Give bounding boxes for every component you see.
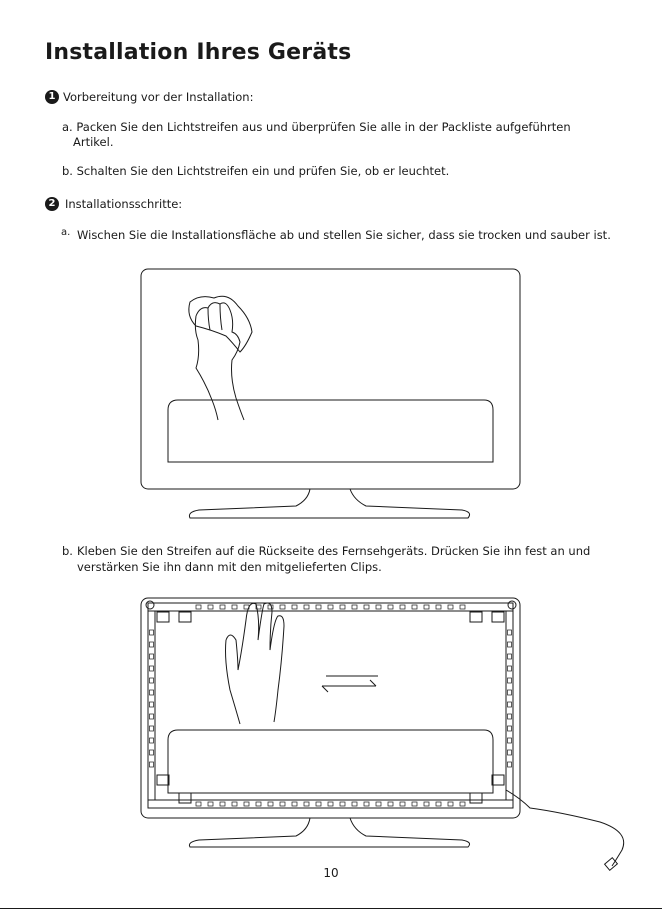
clip-icon: [492, 775, 504, 785]
item-a-line1: a. Packen Sie den Lichtstreifen aus und überprüfen Sie alle in der Packliste aufgeführten: [62, 120, 571, 134]
clip-icon: [470, 612, 482, 622]
led-segment: [412, 802, 417, 806]
led-segment: [436, 605, 441, 609]
led-segment: [292, 605, 297, 609]
led-segment: [328, 605, 333, 609]
led-segment: [508, 654, 512, 659]
item-b: b. Schalten Sie den Lichtstreifen ein und prüfen Sie, ob er leuchtet.: [62, 164, 450, 178]
led-segment: [508, 678, 512, 683]
led-segment: [208, 802, 213, 806]
step-1-marker: 1: [45, 90, 59, 104]
led-segment: [508, 666, 512, 671]
swap-arrows-icon: [322, 676, 378, 692]
led-segment: [304, 802, 309, 806]
led-segment: [412, 605, 417, 609]
led-segment: [292, 802, 297, 806]
led-segment: [150, 702, 154, 707]
bottom-rule: [0, 908, 662, 909]
clip-icon: [157, 775, 169, 785]
strip-left: [148, 611, 155, 800]
step-b-letter: b.: [62, 544, 73, 558]
led-segment: [388, 802, 393, 806]
led-segment: [376, 802, 381, 806]
tv-stand-2: [189, 818, 469, 847]
tv-frame-2: [141, 598, 520, 818]
clip-icon: [492, 612, 504, 622]
usb-cable: [506, 790, 624, 866]
led-segment: [508, 690, 512, 695]
item-a-line2: Artikel.: [73, 135, 114, 149]
strip-right: [506, 611, 513, 800]
led-segment: [220, 605, 225, 609]
led-segment: [150, 750, 154, 755]
led-segment: [304, 605, 309, 609]
led-segment: [256, 802, 261, 806]
led-segment: [150, 762, 154, 767]
led-segment: [316, 802, 321, 806]
led-segment: [150, 630, 154, 635]
led-segment: [448, 802, 453, 806]
step-b-line1: Kleben Sie den Streifen auf die Rückseite des Fernsehgeräts. Drücken Sie ihn fest an und: [77, 544, 591, 558]
led-segment: [436, 802, 441, 806]
led-segment: [280, 802, 285, 806]
clip-icon: [470, 793, 482, 803]
led-segment: [316, 605, 321, 609]
page-number: 10: [323, 866, 339, 880]
step-a-letter: a.: [61, 227, 71, 238]
strip-top: [148, 603, 513, 611]
led-segment: [508, 642, 512, 647]
led-segment: [268, 802, 273, 806]
led-segment: [150, 654, 154, 659]
led-segment: [508, 714, 512, 719]
led-segment: [508, 750, 512, 755]
led-segment: [400, 802, 405, 806]
led-segment: [150, 726, 154, 731]
clip-icon: [179, 612, 191, 622]
led-segment: [208, 605, 213, 609]
led-segment: [448, 605, 453, 609]
led-segment: [388, 605, 393, 609]
tv-back-panel-2: [168, 730, 493, 793]
led-segment: [150, 666, 154, 671]
led-segment: [352, 802, 357, 806]
led-segment: [244, 802, 249, 806]
led-segment: [150, 642, 154, 647]
screw-icon: [146, 601, 154, 609]
page-title: Installation Ihres Geräts: [45, 40, 352, 65]
clip-icon: [179, 793, 191, 803]
led-segment: [220, 802, 225, 806]
clip-icon: [157, 612, 169, 622]
led-segment: [460, 605, 465, 609]
step-2-marker: 2: [45, 197, 59, 211]
led-segment: [364, 802, 369, 806]
led-segment: [196, 802, 201, 806]
section-1-heading: Vorbereitung vor der Installation:: [63, 90, 254, 104]
led-segment: [280, 605, 285, 609]
led-segment: [352, 605, 357, 609]
led-segment: [508, 630, 512, 635]
screw-icon: [508, 601, 516, 609]
led-segment: [150, 738, 154, 743]
led-segment: [376, 605, 381, 609]
led-segment: [424, 605, 429, 609]
led-segment: [150, 714, 154, 719]
step-b-line2: verstärken Sie ihn dann mit den mitgelieferten Clips.: [77, 560, 382, 574]
led-segment: [196, 605, 201, 609]
led-segment: [340, 605, 345, 609]
led-segment: [508, 738, 512, 743]
led-segment: [508, 726, 512, 731]
led-segment: [460, 802, 465, 806]
strip-bottom: [148, 800, 513, 808]
led-segment: [364, 605, 369, 609]
led-segment: [150, 690, 154, 695]
led-segment: [340, 802, 345, 806]
led-segment: [424, 802, 429, 806]
step-a-text: Wischen Sie die Installationsfläche ab und stellen Sie sicher, dass sie trocken und sauber ist.: [77, 228, 611, 242]
led-segment: [232, 605, 237, 609]
section-2-heading: Installationsschritte:: [65, 197, 183, 211]
led-segment: [400, 605, 405, 609]
led-segment: [150, 678, 154, 683]
led-segment: [328, 802, 333, 806]
led-segment: [232, 802, 237, 806]
led-segment: [508, 762, 512, 767]
led-segment: [508, 702, 512, 707]
